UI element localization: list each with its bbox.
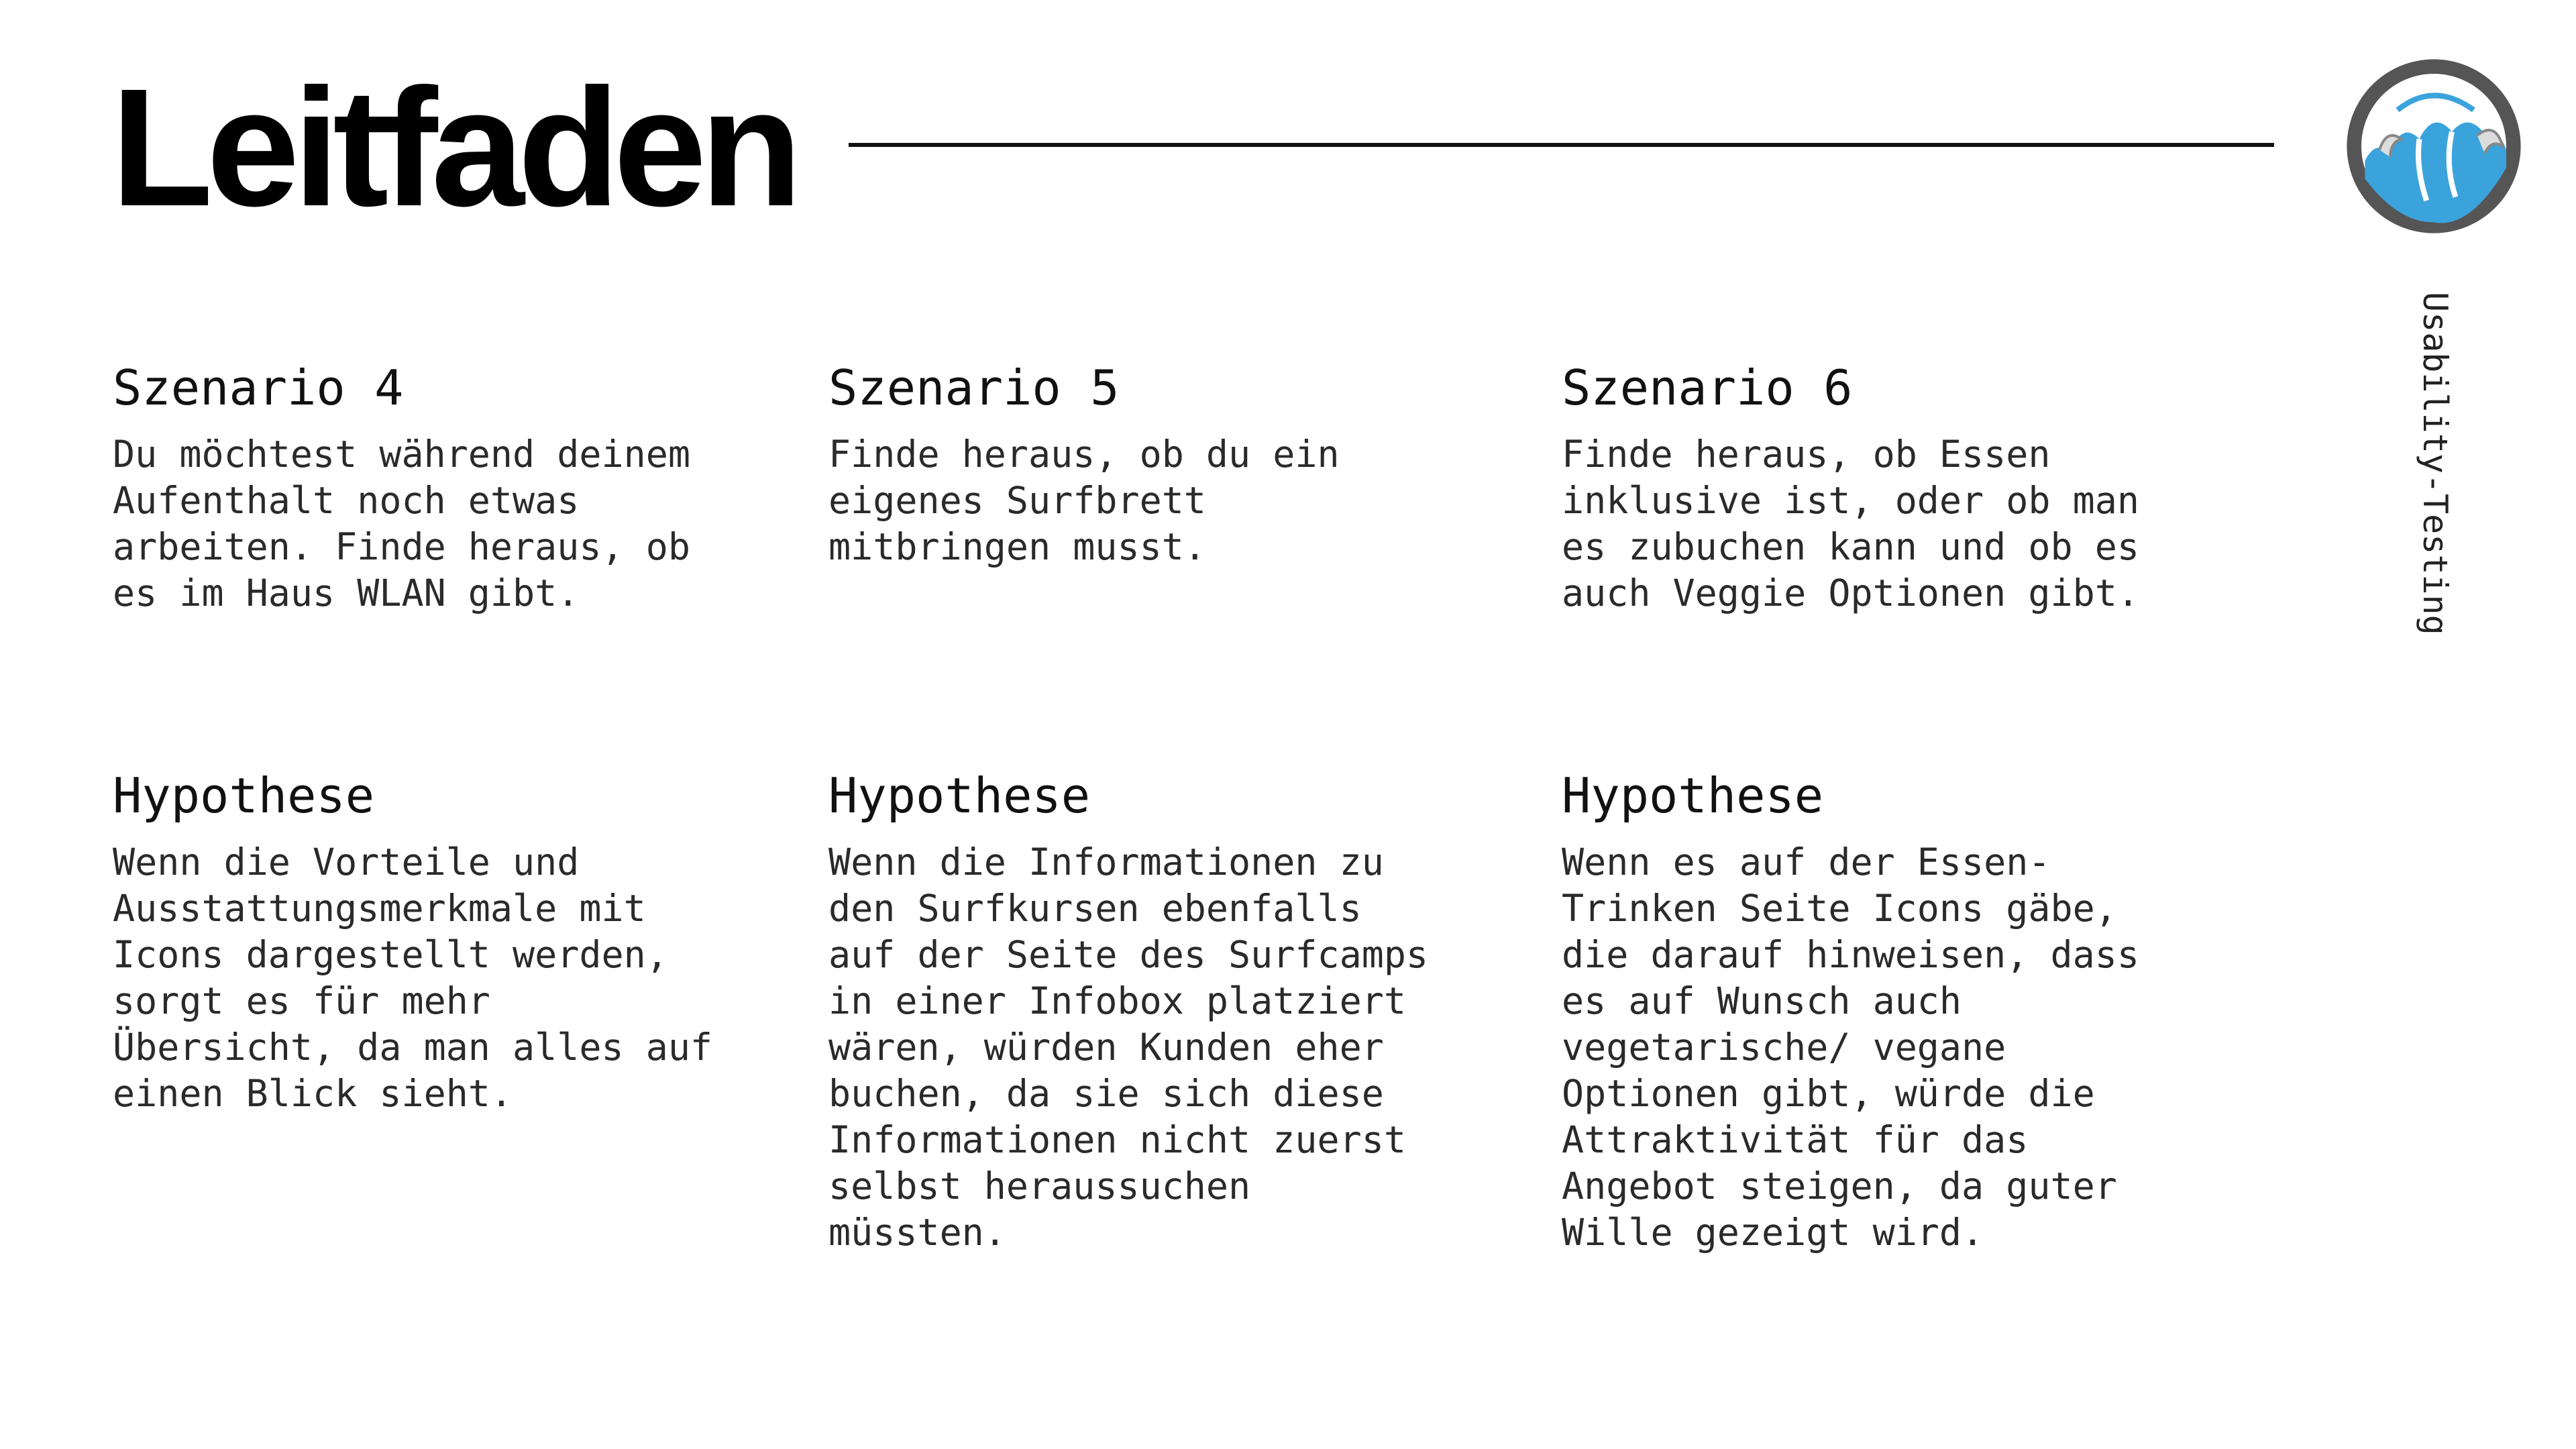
- wave-logo-icon: [2343, 56, 2524, 237]
- hypothesis-heading: Hypothese: [828, 767, 1091, 824]
- scenario-text: Du möchtest während deinem Aufenthalt noch etwas arbeiten. Finde heraus, ob es im Haus WLAN gibt.: [113, 433, 690, 615]
- hypothesis-card: [828, 767, 1432, 1256]
- hypothesis-card: [113, 767, 716, 1117]
- scenario-text: Finde heraus, ob Essen inklusive ist, oder ob man es zubuchen kann und ob es auch Veggie Optionen gibt.: [1562, 433, 2139, 615]
- hypothesis-card: [1562, 767, 2165, 1256]
- scenario-card: [113, 359, 716, 616]
- page-title: Leitfaden: [111, 54, 796, 241]
- scenario-heading: Szenario 6: [1562, 360, 1853, 416]
- side-label: Usability-Testing: [2416, 292, 2455, 635]
- scenario-card: [1562, 359, 2165, 616]
- scenario-heading: Szenario 5: [828, 360, 1120, 416]
- title-divider: [849, 143, 2274, 147]
- hypothesis-heading: Hypothese: [113, 767, 375, 824]
- hypothesis-heading: Hypothese: [1562, 767, 1824, 824]
- scenario-heading: Szenario 4: [113, 360, 404, 416]
- hypothesis-text: Wenn die Informationen zu den Surfkursen ebenfalls auf der Seite des Surfcamps in einer Infobox platziert wären, würden Kunden eher buchen, da sie sich diese Informationen nicht zuerst selbst heraussuchen müssten.: [828, 841, 1429, 1254]
- scenario-text: Finde heraus, ob du ein eigenes Surfbrett mitbringen musst.: [828, 433, 1340, 569]
- scenario-card: [828, 359, 1432, 570]
- hypothesis-text: Wenn die Vorteile und Ausstattungsmerkmale mit Icons dargestellt werden, sorgt es für mehr Übersicht, da man alles auf einen Blick sieht.: [113, 841, 713, 1116]
- hypothesis-text: Wenn es auf der Essen- Trinken Seite Icons gäbe, die darauf hinweisen, dass es auf Wunsch auch vegetarische/ vegane Optionen gibt, würde die Attraktivität für das Angebot steigen, da guter Wille gezeigt wird.: [1562, 841, 2139, 1254]
